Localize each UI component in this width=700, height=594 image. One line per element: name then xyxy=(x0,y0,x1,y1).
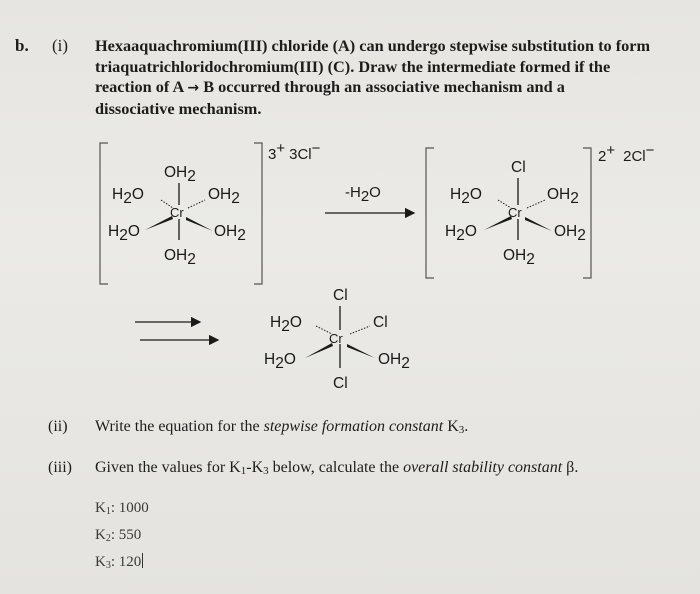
ligand-bottom: OH2 xyxy=(164,247,196,268)
constant-k1: K1: 1000 xyxy=(95,500,149,517)
metal-center: Cr xyxy=(508,205,522,220)
ligand-upper-right: OH2 xyxy=(547,186,579,207)
constant-k3-value: 120 xyxy=(118,554,142,570)
right-bracket xyxy=(254,143,262,284)
complex-c xyxy=(264,287,410,392)
question-line-2: triaquatrichloridochromium(III) (C). Draw the intermediate formed if the xyxy=(95,56,611,76)
ligand-lower-right: OH2 xyxy=(378,351,410,372)
ligand-upper-left: H2O xyxy=(270,314,302,335)
part-iii-text: Given the values for K1-K3 below, calculate the overall stability constant β. xyxy=(95,459,579,477)
ligand-upper-right: Cl xyxy=(373,314,388,331)
question-part-label: b. xyxy=(15,36,29,55)
ligand-upper-right: OH2 xyxy=(208,186,240,207)
reaction-arrow-1 xyxy=(325,184,414,213)
charge-label: 3+ 3Cl− xyxy=(268,140,321,163)
constant-k2-value: 550 xyxy=(118,527,142,543)
ligand-top: Cl xyxy=(333,287,348,304)
ligand-bottom: OH2 xyxy=(503,247,535,268)
subquestion-label-iii: (iii) xyxy=(48,459,72,476)
ligand-top: Cl xyxy=(511,159,526,176)
subquestion-label-i: (i) xyxy=(52,36,69,55)
constant-k3: K3: 120 xyxy=(95,554,142,571)
question-line-4: dissociative mechanism. xyxy=(95,98,262,118)
ligand-bottom: Cl xyxy=(333,375,348,392)
metal-center: Cr xyxy=(329,331,343,346)
right-bracket xyxy=(583,148,591,278)
ligand-top: OH2 xyxy=(164,164,196,185)
constant-k2: K2: 550 xyxy=(95,527,142,544)
ligand-lower-left: H2O xyxy=(108,223,140,244)
arrow-label: -H2O xyxy=(345,184,381,205)
metal-center: Cr xyxy=(170,205,184,220)
question-line-1: Hexaaquachromium(III) chloride (A) can undergo stepwise substitution to form xyxy=(95,36,651,55)
part-ii-text: Write the equation for the stepwise formation constant K3. xyxy=(95,418,469,436)
constant-k1-value: 1000 xyxy=(118,500,149,516)
complex-a xyxy=(100,140,321,284)
subquestion-label-ii: (ii) xyxy=(48,418,68,435)
ligand-upper-left: H2O xyxy=(112,186,144,207)
text-cursor xyxy=(142,553,143,568)
ligand-upper-left: H2O xyxy=(450,186,482,207)
ligand-lower-right: OH2 xyxy=(214,223,246,244)
left-bracket xyxy=(100,143,108,284)
charge-label: 2+ 2Cl− xyxy=(598,142,655,165)
left-bracket xyxy=(426,148,434,278)
ligand-lower-left: H2O xyxy=(264,351,296,372)
complex-b xyxy=(426,142,655,278)
ligand-lower-left: H2O xyxy=(445,223,477,244)
ligand-lower-right: OH2 xyxy=(554,223,586,244)
question-line-3: reaction of A → B occurred through an associative mechanism and a xyxy=(95,77,565,96)
